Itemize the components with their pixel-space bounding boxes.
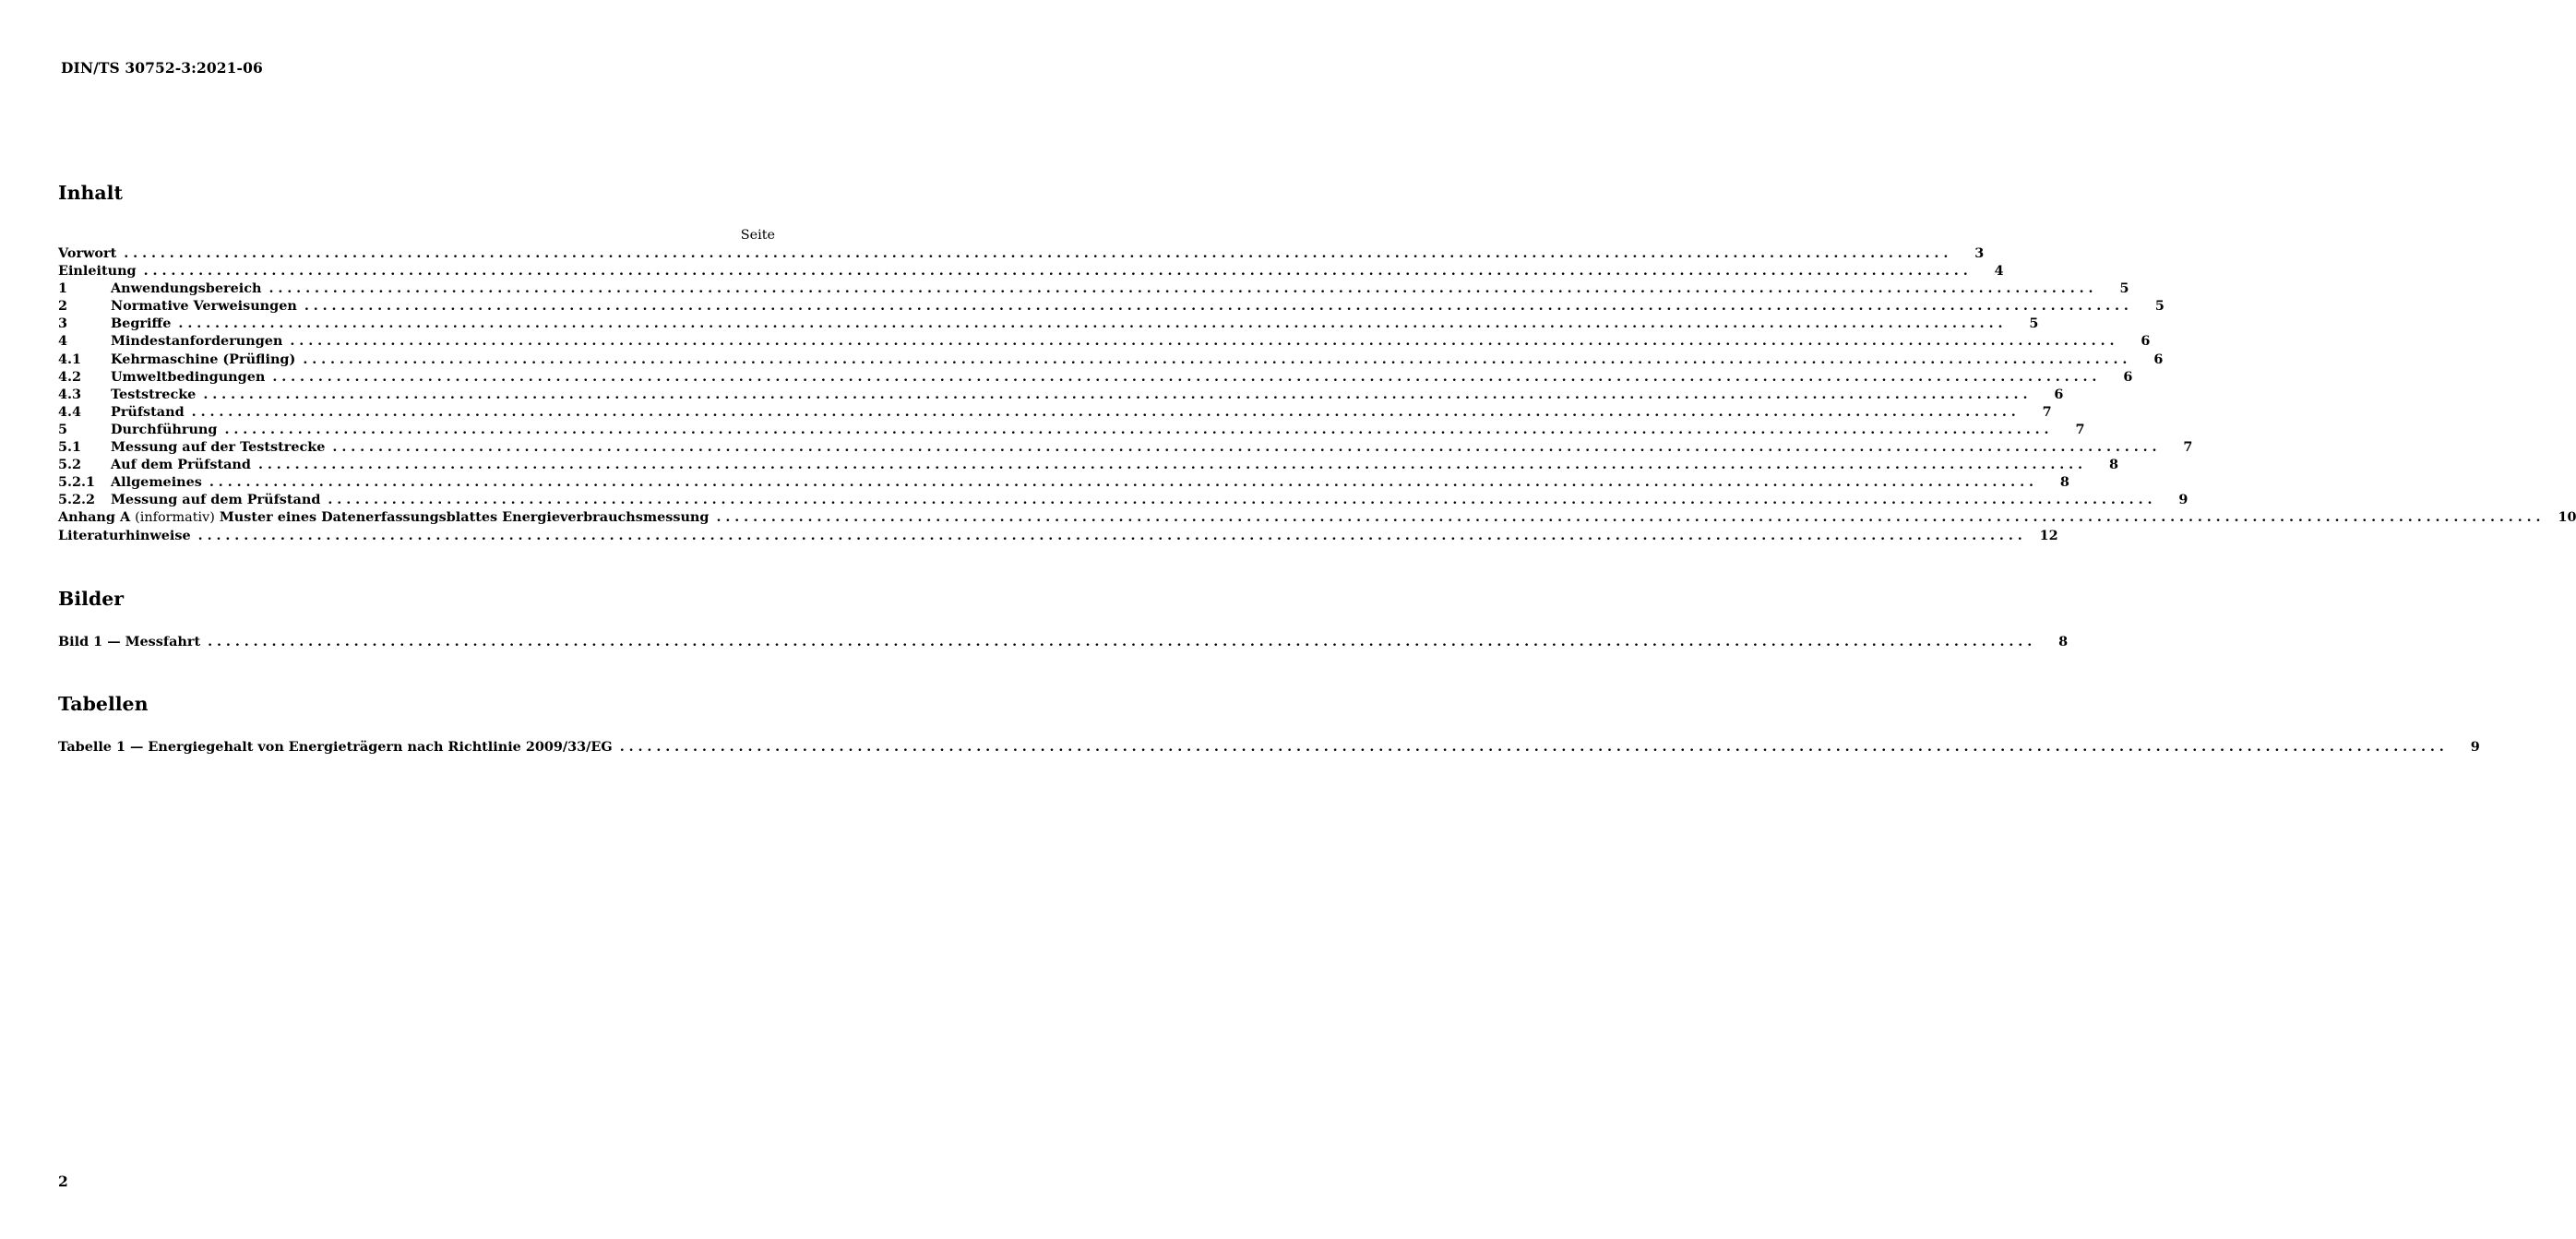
toc-entry-number: 5.2 <box>58 457 82 473</box>
toc-entry-number: 5 <box>58 421 68 437</box>
toc-entry-title: Anwendungsbereich <box>111 280 262 297</box>
toc-row[interactable] <box>58 280 2129 297</box>
leader-dots: ........................................................................................................................................................................................................ <box>257 457 2087 473</box>
toc-entry-number: 4.4 <box>58 403 82 420</box>
contents-heading: Inhalt <box>58 182 123 204</box>
leader-dots: ........................................................................................................................................................................................................ <box>178 316 2008 332</box>
toc-entry-title: Kehrmaschine (Prüfling) <box>111 351 296 367</box>
toc-entry-page: 8 <box>2108 457 2118 473</box>
toc-entry-page: 8 <box>2058 634 2069 649</box>
page-number: 2 <box>58 1173 68 1190</box>
leader-dots: ........................................................................................................................................................................................................ <box>619 739 2449 755</box>
page-column-label: Seite <box>740 228 775 243</box>
toc-entry-page: 9 <box>2178 492 2188 508</box>
toc-entry-title: Auf dem Prüfstand <box>111 457 251 473</box>
toc-entry-number: 3 <box>58 316 68 332</box>
toc-entry-page: 10 <box>2558 509 2576 526</box>
tables-list <box>58 738 2480 756</box>
toc-entry-title: Teststrecke <box>111 386 197 402</box>
toc-entry-page: 7 <box>2075 421 2085 437</box>
toc-entry-page: 6 <box>2153 351 2164 367</box>
toc-entry-page: 4 <box>1994 263 2004 280</box>
leader-dots: ........................................................................................................................................................................................................ <box>203 386 2033 402</box>
toc-row[interactable] <box>58 315 2039 332</box>
toc-entry-page: 8 <box>2059 474 2069 491</box>
toc-entry-page: 7 <box>2042 403 2052 420</box>
toc-entry-number: 4.2 <box>58 368 82 385</box>
toc-row[interactable] <box>58 633 2069 650</box>
toc-entry-number: 5.2.1 <box>58 474 96 491</box>
toc-entry-title: Mindestanforderungen <box>111 333 283 350</box>
leader-dots: ........................................................................................................................................................................................................ <box>716 509 2546 526</box>
leader-dots: ........................................................................................................................................................................................................ <box>143 263 1973 280</box>
toc-row[interactable] <box>58 456 2118 473</box>
toc-entry-number: 4.1 <box>58 351 82 367</box>
leader-dots: ........................................................................................................................................................................................................ <box>224 421 2054 437</box>
toc-entry-title: Durchführung <box>111 421 218 437</box>
figures-heading: Bilder <box>58 588 125 610</box>
toc-row[interactable] <box>58 386 2064 403</box>
toc-entry-page: 3 <box>1974 245 1985 261</box>
toc-entry-page: 12 <box>2039 527 2058 543</box>
toc-row[interactable] <box>58 262 2004 280</box>
toc-entry-title <box>58 508 709 527</box>
leader-dots: ........................................................................................................................................................................................................ <box>209 474 2038 491</box>
toc-entry-page: 9 <box>2470 739 2480 755</box>
toc-row[interactable] <box>58 244 1985 262</box>
leader-dots: ........................................................................................................................................................................................................ <box>124 245 1953 261</box>
toc-entry-title: Allgemeines <box>111 474 202 491</box>
toc-entry-title: Messung auf der Teststrecke <box>111 439 326 456</box>
toc-row[interactable] <box>58 438 2193 456</box>
leader-dots: ........................................................................................................................................................................................................ <box>191 403 2021 420</box>
leader-dots: ........................................................................................................................................................................................................ <box>332 439 2162 456</box>
leader-dots: ........................................................................................................................................................................................................ <box>304 298 2133 315</box>
toc-entry-title: Prüfstand <box>111 403 185 420</box>
toc-entry-page: 6 <box>2141 333 2151 350</box>
annex-title: Muster eines Datenerfassungsblattes Energieverbrauchsmessung <box>219 509 710 526</box>
annex-qualifier: (informativ) <box>135 510 215 526</box>
toc-entry-title: Literaturhinweise <box>58 527 191 543</box>
toc-entry-number: 4.3 <box>58 386 82 402</box>
leader-dots: ........................................................................................................................................................................................................ <box>197 527 2027 543</box>
toc-entry-title: Normative Verweisungen <box>111 298 297 315</box>
toc-row[interactable] <box>58 351 2164 368</box>
toc-entry-number: 5.2.2 <box>58 492 96 508</box>
toc-entry-page: 6 <box>2054 386 2064 402</box>
toc-entry-title: Bild 1 — Messfahrt <box>58 634 201 649</box>
toc-row[interactable] <box>58 332 2151 350</box>
leader-dots: ........................................................................................................................................................................................................ <box>272 368 2102 385</box>
document-header: DIN/TS 30752-3:2021-06 <box>61 59 263 77</box>
toc-row[interactable] <box>58 403 2052 421</box>
toc-entry-title: Messung auf dem Prüfstand <box>111 492 321 508</box>
toc-entry-title: Begriffe <box>111 316 172 332</box>
toc-row[interactable] <box>58 491 2188 508</box>
toc-entry-number: 2 <box>58 298 68 315</box>
toc-entry-page: 5 <box>2154 298 2165 315</box>
toc-row-bibliography[interactable] <box>58 527 2058 544</box>
leader-dots: ........................................................................................................................................................................................................ <box>303 351 2132 367</box>
leader-dots: ........................................................................................................................................................................................................ <box>208 634 2037 649</box>
toc-entry-page: 7 <box>2183 439 2193 456</box>
toc-row[interactable] <box>58 368 2133 386</box>
annex-label: Anhang A <box>58 509 131 526</box>
toc-row[interactable] <box>58 421 2085 438</box>
contents-list <box>58 227 2576 544</box>
toc-row[interactable] <box>58 473 2069 491</box>
leader-dots: ........................................................................................................................................................................................................ <box>268 280 2098 297</box>
toc-entry-page: 6 <box>2123 368 2133 385</box>
toc-entry-title: Vorwort <box>58 245 117 261</box>
toc-entry-title: Tabelle 1 — Energiegehalt von Energieträgern nach Richtlinie 2009/33/EG <box>58 739 613 755</box>
toc-entry-page: 5 <box>2029 316 2039 332</box>
figures-list <box>58 633 2069 650</box>
toc-entry-number: 1 <box>58 280 68 297</box>
toc-entry-number: 5.1 <box>58 439 82 456</box>
tables-heading: Tabellen <box>58 693 149 715</box>
leader-dots: ........................................................................................................................................................................................................ <box>290 333 2119 350</box>
toc-entry-title: Einleitung <box>58 263 137 280</box>
toc-entry-title: Umweltbedingungen <box>111 368 266 385</box>
toc-entry-number: 4 <box>58 333 68 350</box>
leader-dots: ........................................................................................................................................................................................................ <box>328 492 2157 508</box>
toc-row[interactable] <box>58 297 2165 315</box>
toc-row[interactable] <box>58 738 2480 756</box>
toc-entry-page: 5 <box>2119 280 2129 297</box>
toc-row-annex[interactable] <box>58 508 2576 526</box>
